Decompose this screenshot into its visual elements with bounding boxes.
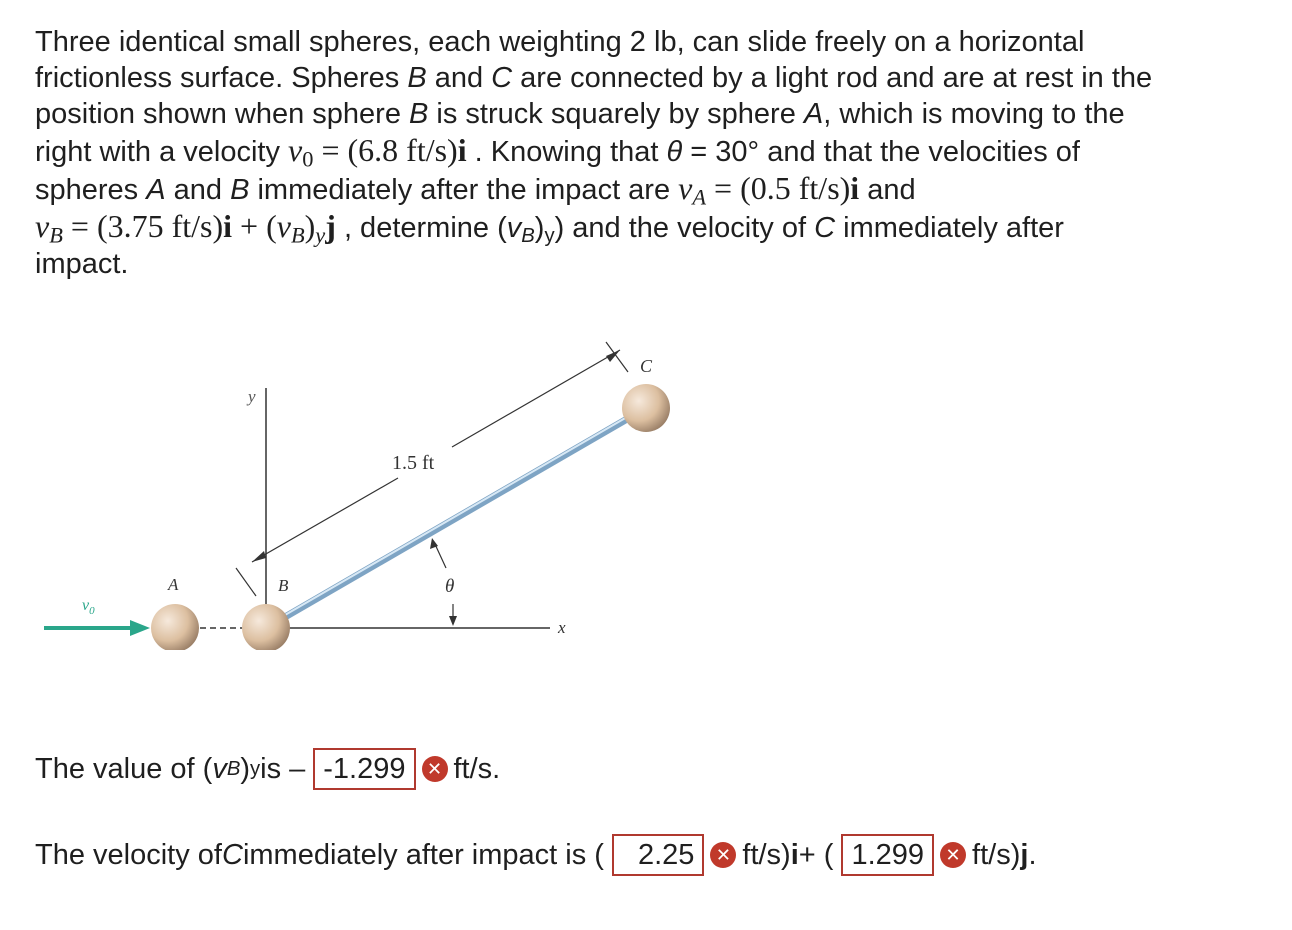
- sphere-c-ref: C: [221, 838, 243, 871]
- problem-text: right with a velocity: [35, 136, 289, 168]
- problem-text: and: [165, 174, 231, 206]
- unit-vector-j: j: [325, 208, 336, 244]
- incorrect-icon: ✕: [422, 756, 448, 782]
- answer-unit: ft/s): [972, 838, 1021, 871]
- rod: [266, 408, 646, 628]
- answer-unit: ft/s): [742, 838, 791, 871]
- answer-prompt: ): [240, 752, 251, 785]
- math-symbol: v: [288, 132, 303, 168]
- vA-expression: [678, 170, 860, 210]
- sphere-b: [242, 604, 290, 650]
- math-subscript: B: [49, 222, 63, 248]
- theta-arrowhead-lower: [449, 616, 457, 626]
- math-symbol: v: [678, 170, 693, 206]
- incorrect-icon: ✕: [940, 842, 966, 868]
- unit-vector-i: i: [223, 208, 233, 244]
- problem-text: immediately after: [835, 212, 1064, 244]
- length-label: 1.5 ft: [392, 452, 435, 474]
- problem-line-2: [35, 60, 1260, 96]
- math-text: + (: [232, 208, 277, 244]
- math-text: = (3.75 ft/s): [62, 208, 224, 244]
- dimension-line-upper: [452, 350, 620, 447]
- dimension-arrow-lower: [252, 551, 266, 562]
- x-axis-label: x: [558, 618, 566, 637]
- unit-vector-i: i: [850, 170, 860, 206]
- sphere-b-ref: B: [409, 98, 429, 130]
- vC-i-answer-input[interactable]: 2.25: [612, 834, 704, 876]
- rod-highlight: [266, 406, 646, 626]
- math-subscript: A: [692, 184, 707, 210]
- problem-text: spheres: [35, 174, 147, 206]
- problem-text: , which is moving to the: [823, 98, 1125, 130]
- problem-line-7: [35, 246, 1260, 282]
- problem-text: impact.: [35, 248, 129, 280]
- unit-vector-i: i: [457, 132, 467, 168]
- problem-line-6: [35, 208, 1260, 246]
- math-subscript: B: [521, 225, 535, 248]
- math-subscript: y: [544, 225, 555, 248]
- answer-prompt: The velocity of: [35, 838, 222, 871]
- sphere-a-label: A: [168, 575, 179, 594]
- spheres-diagram: [30, 330, 730, 650]
- sphere-b-label: B: [278, 576, 289, 595]
- problem-text: . Knowing that: [466, 136, 667, 168]
- problem-text: Three identical small spheres, each weighting 2 lb, can slide freely on a horizontal: [35, 26, 1085, 58]
- answer-prompt: .: [1028, 838, 1037, 871]
- sphere-b-ref: B: [230, 174, 250, 206]
- theta-symbol: θ: [666, 136, 683, 168]
- v0-expression: [288, 132, 467, 172]
- math-symbol: v: [506, 212, 522, 244]
- problem-text: ): [534, 212, 545, 244]
- problem-line-1: [35, 24, 1260, 60]
- sphere-a: [151, 604, 199, 650]
- unit-vector-i: i: [790, 838, 799, 871]
- sphere-b-ref: B: [407, 62, 427, 94]
- answer-prompt: immediately after impact is (: [242, 838, 604, 871]
- unit-vector-j: j: [1020, 838, 1029, 871]
- problem-line-5: [35, 170, 1260, 208]
- math-subscript: y: [315, 222, 326, 248]
- problem-text: are connected by a light rod and are at rest in the: [512, 62, 1153, 94]
- sphere-c-ref: C: [491, 62, 513, 94]
- problem-text: is struck squarely by sphere: [428, 98, 804, 130]
- problem-text: = 30° and that the velocities of: [682, 136, 1080, 168]
- math-symbol: v: [276, 208, 291, 244]
- problem-text: and: [859, 174, 916, 206]
- problem-text: ) and the velocity of: [554, 212, 815, 244]
- sphere-a-ref: A: [803, 98, 824, 130]
- problem-text: and: [426, 62, 492, 94]
- vB-expression: [35, 208, 336, 248]
- incorrect-icon: ✕: [710, 842, 736, 868]
- vBy-answer-input[interactable]: -1.299: [313, 748, 415, 790]
- math-text: = (6.8 ft/s): [313, 132, 458, 168]
- math-symbol: v: [212, 752, 227, 785]
- vC-j-answer-input[interactable]: 1.299: [841, 834, 934, 876]
- v0-label-symbol: v: [82, 597, 90, 614]
- sphere-c: [622, 384, 670, 432]
- problem-text: position shown when sphere: [35, 98, 410, 130]
- dimension-line-lower: [252, 478, 398, 562]
- sphere-c-label: C: [640, 356, 653, 376]
- problem-statement: [35, 24, 1260, 282]
- sphere-c-ref: C: [814, 212, 836, 244]
- problem-text: immediately after the impact are: [249, 174, 679, 206]
- answer-prompt: The value of (: [35, 752, 213, 785]
- problem-text: frictionless surface. Spheres: [35, 62, 408, 94]
- math-subscript: 0: [302, 146, 314, 172]
- math-text: ): [304, 208, 316, 244]
- answer-prompt: is: [260, 752, 282, 785]
- problem-line-4: [35, 132, 1260, 170]
- velocity-arrowhead: [130, 620, 150, 636]
- extension-line-lower: [236, 568, 256, 596]
- problem-text: , determine (: [335, 212, 507, 244]
- answer-prompt: + (: [798, 838, 834, 871]
- problem-line-3: [35, 96, 1260, 132]
- answer-prompt: –: [289, 752, 306, 785]
- answer-row-vBy: The value of ( v B ) y is – -1.299 ✕ ft/s.: [35, 748, 500, 790]
- answer-unit: ft/s.: [453, 752, 501, 785]
- y-axis-label: y: [248, 387, 256, 406]
- answer-row-vC: [35, 834, 1037, 876]
- sphere-a-ref: A: [146, 174, 166, 206]
- math-text: = (0.5 ft/s): [706, 170, 851, 206]
- v0-label-subscript: 0: [89, 605, 95, 617]
- math-symbol: v: [35, 208, 50, 244]
- v0-label: [82, 597, 95, 617]
- math-subscript: B: [290, 222, 305, 248]
- theta-label: θ: [445, 576, 455, 597]
